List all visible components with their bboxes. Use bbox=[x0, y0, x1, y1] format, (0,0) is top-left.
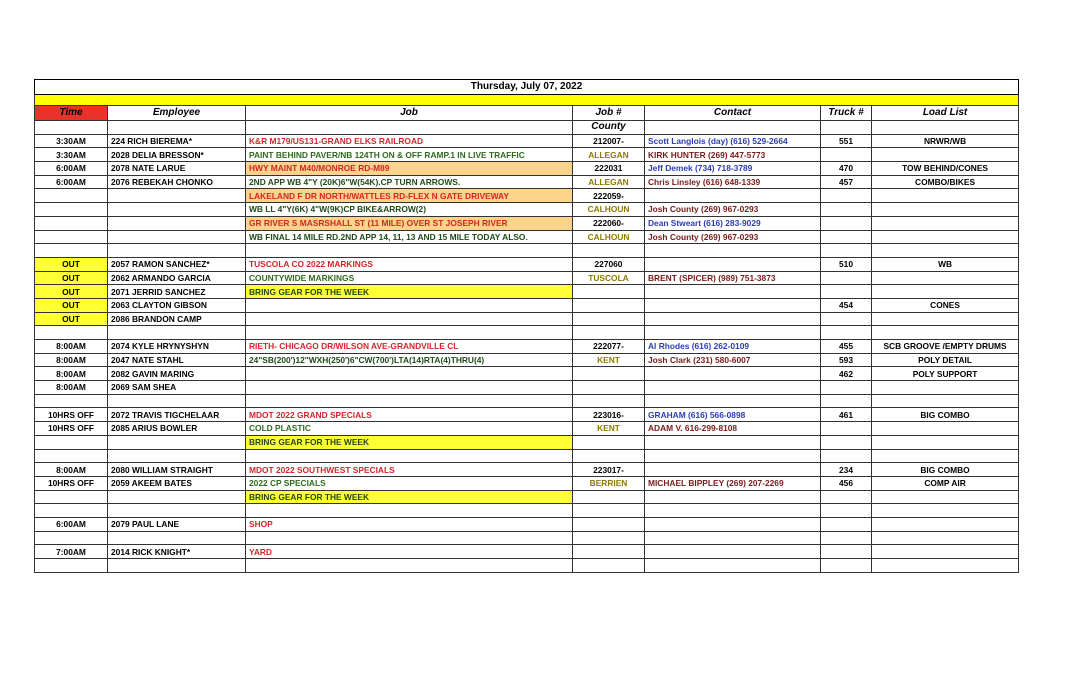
cell-truck bbox=[821, 504, 872, 518]
cell-jobnum: 222077- bbox=[573, 340, 645, 354]
cell-jobnum: 222031 bbox=[573, 162, 645, 176]
cell-jobnum: CALHOUN bbox=[573, 230, 645, 244]
table-row bbox=[35, 216, 1019, 230]
cell-load: BIG COMBO bbox=[872, 408, 1019, 422]
cell-jobnum bbox=[573, 545, 645, 559]
cell-load bbox=[872, 517, 1019, 531]
cell-truck bbox=[821, 449, 872, 463]
cell-load bbox=[872, 449, 1019, 463]
cell-contact: Josh County (269) 967-0293 bbox=[645, 230, 821, 244]
table-row bbox=[35, 367, 1019, 381]
table-row bbox=[35, 175, 1019, 189]
cell-truck bbox=[821, 326, 872, 340]
cell-job: SHOP bbox=[246, 517, 573, 531]
cell-jobnum: ALLEGAN bbox=[573, 148, 645, 162]
table-row bbox=[35, 134, 1019, 148]
cell-time bbox=[35, 203, 108, 217]
cell-employee: 2069 SAM SHEA bbox=[108, 381, 246, 395]
table-row bbox=[35, 408, 1019, 422]
cell-load bbox=[872, 490, 1019, 504]
cell-employee bbox=[108, 490, 246, 504]
table-row bbox=[35, 148, 1019, 162]
cell-jobnum bbox=[573, 326, 645, 340]
cell-load bbox=[872, 312, 1019, 326]
schedule-table bbox=[34, 79, 1019, 573]
cell-contact: GRAHAM (616) 566-0898 bbox=[645, 408, 821, 422]
cell-contact bbox=[645, 189, 821, 203]
cell-contact bbox=[645, 298, 821, 312]
cell-employee bbox=[108, 559, 246, 573]
cell-jobnum: BERRIEN bbox=[573, 476, 645, 490]
cell-employee: 2076 REBEKAH CHONKO bbox=[108, 175, 246, 189]
cell-load bbox=[872, 148, 1019, 162]
cell-jobnum: KENT bbox=[573, 353, 645, 367]
table-row bbox=[35, 203, 1019, 217]
cell-contact: Scott Langlois (day) (616) 529-2664 bbox=[645, 134, 821, 148]
cell-truck bbox=[821, 531, 872, 545]
cell-employee bbox=[108, 216, 246, 230]
cell-load: SCB GROOVE /EMPTY DRUMS bbox=[872, 340, 1019, 354]
cell-jobnum bbox=[573, 559, 645, 573]
table-row bbox=[35, 435, 1019, 449]
table-row bbox=[35, 312, 1019, 326]
cell-employee: 2078 NATE LARUE bbox=[108, 162, 246, 176]
cell-truck: 456 bbox=[821, 476, 872, 490]
cell-jobnum bbox=[573, 435, 645, 449]
cell-load bbox=[872, 435, 1019, 449]
cell-truck bbox=[821, 312, 872, 326]
cell-time: 8:00AM bbox=[35, 367, 108, 381]
cell-truck bbox=[821, 490, 872, 504]
cell-time: 8:00AM bbox=[35, 463, 108, 477]
cell-truck bbox=[821, 381, 872, 395]
cell-employee bbox=[108, 326, 246, 340]
cell-jobnum: 227060 bbox=[573, 257, 645, 271]
table-row bbox=[35, 189, 1019, 203]
cell-truck bbox=[821, 203, 872, 217]
cell-load bbox=[872, 326, 1019, 340]
cell-load bbox=[872, 504, 1019, 518]
cell-time bbox=[35, 490, 108, 504]
cell-jobnum: CALHOUN bbox=[573, 203, 645, 217]
cell-truck: 510 bbox=[821, 257, 872, 271]
cell-job bbox=[246, 326, 573, 340]
table-row bbox=[35, 340, 1019, 354]
cell-contact bbox=[645, 394, 821, 408]
cell-truck: 454 bbox=[821, 298, 872, 312]
cell-employee bbox=[108, 504, 246, 518]
cell-time: OUT bbox=[35, 285, 108, 299]
table-row bbox=[35, 463, 1019, 477]
cell-time bbox=[35, 504, 108, 518]
cell-load: POLY SUPPORT bbox=[872, 367, 1019, 381]
cell-jobnum: ALLEGAN bbox=[573, 175, 645, 189]
cell-job bbox=[246, 367, 573, 381]
cell-employee bbox=[108, 244, 246, 258]
cell-time: 6:00AM bbox=[35, 517, 108, 531]
cell-job: HWY MAINT M40/MONROE RD-M89 bbox=[246, 162, 573, 176]
header-time: Time bbox=[35, 106, 108, 121]
cell-job: WB FINAL 14 MILE RD.2ND APP 14, 11, 13 AND 15 MILE TODAY ALSO. bbox=[246, 230, 573, 244]
cell-truck: 551 bbox=[821, 134, 872, 148]
cell-load: TOW BEHIND/CONES bbox=[872, 162, 1019, 176]
table-row bbox=[35, 381, 1019, 395]
cell-contact bbox=[645, 285, 821, 299]
cell-contact bbox=[645, 326, 821, 340]
header-job: Job bbox=[246, 106, 573, 121]
cell-job bbox=[246, 504, 573, 518]
cell-truck bbox=[821, 435, 872, 449]
cell-load bbox=[872, 203, 1019, 217]
table-row bbox=[35, 422, 1019, 436]
yellow-band bbox=[35, 95, 1019, 106]
cell-employee: 2062 ARMANDO GARCIA bbox=[108, 271, 246, 285]
cell-employee bbox=[108, 531, 246, 545]
cell-time bbox=[35, 559, 108, 573]
table-row bbox=[35, 394, 1019, 408]
table-row bbox=[35, 449, 1019, 463]
cell-employee: 2085 ARIUS BOWLER bbox=[108, 422, 246, 436]
cell-jobnum bbox=[573, 517, 645, 531]
cell-contact: Chris Linsley (616) 648-1339 bbox=[645, 175, 821, 189]
cell-time: 8:00AM bbox=[35, 353, 108, 367]
cell-load: COMBO/BIKES bbox=[872, 175, 1019, 189]
cell-contact bbox=[645, 490, 821, 504]
header-jobnum: Job # bbox=[573, 106, 645, 121]
header-employee: Employee bbox=[108, 106, 246, 121]
cell-time: OUT bbox=[35, 271, 108, 285]
cell-jobnum: TUSCOLA bbox=[573, 271, 645, 285]
cell-time bbox=[35, 230, 108, 244]
cell-job: YARD bbox=[246, 545, 573, 559]
cell-load: COMP AIR bbox=[872, 476, 1019, 490]
cell-load: NRWR/WB bbox=[872, 134, 1019, 148]
cell-employee: 2059 AKEEM BATES bbox=[108, 476, 246, 490]
header-truck: Truck # bbox=[821, 106, 872, 121]
cell-time bbox=[35, 531, 108, 545]
cell-contact bbox=[645, 257, 821, 271]
cell-job: MDOT 2022 SOUTHWEST SPECIALS bbox=[246, 463, 573, 477]
cell-jobnum bbox=[573, 449, 645, 463]
cell-employee: 2086 BRANDON CAMP bbox=[108, 312, 246, 326]
cell-employee: 2014 RICK KNIGHT* bbox=[108, 545, 246, 559]
cell-truck: 457 bbox=[821, 175, 872, 189]
table-row bbox=[35, 476, 1019, 490]
cell-contact bbox=[645, 517, 821, 531]
table-row bbox=[35, 326, 1019, 340]
cell-contact bbox=[645, 449, 821, 463]
cell-truck bbox=[821, 189, 872, 203]
cell-time: 3:30AM bbox=[35, 134, 108, 148]
cell-contact bbox=[645, 504, 821, 518]
cell-time: OUT bbox=[35, 257, 108, 271]
cell-employee: 2057 RAMON SANCHEZ* bbox=[108, 257, 246, 271]
cell-load bbox=[872, 381, 1019, 395]
cell-job bbox=[246, 244, 573, 258]
cell-job: BRING GEAR FOR THE WEEK bbox=[246, 285, 573, 299]
cell-job: BRING GEAR FOR THE WEEK bbox=[246, 490, 573, 504]
table-row bbox=[35, 504, 1019, 518]
cell-load bbox=[872, 189, 1019, 203]
cell-load bbox=[872, 422, 1019, 436]
cell-contact: Al Rhodes (616) 262-0109 bbox=[645, 340, 821, 354]
cell-load bbox=[872, 230, 1019, 244]
cell-jobnum: KENT bbox=[573, 422, 645, 436]
header-blank-cell bbox=[35, 121, 108, 135]
cell-jobnum: 222059- bbox=[573, 189, 645, 203]
cell-jobnum bbox=[573, 367, 645, 381]
cell-time: 3:30AM bbox=[35, 148, 108, 162]
table-row bbox=[35, 531, 1019, 545]
cell-employee: 2063 CLAYTON GIBSON bbox=[108, 298, 246, 312]
header-blank-cell bbox=[872, 121, 1019, 135]
cell-truck bbox=[821, 517, 872, 531]
cell-truck: 455 bbox=[821, 340, 872, 354]
cell-employee: 2047 NATE STAHL bbox=[108, 353, 246, 367]
cell-jobnum bbox=[573, 504, 645, 518]
table-row bbox=[35, 353, 1019, 367]
table-row bbox=[35, 257, 1019, 271]
cell-load bbox=[872, 531, 1019, 545]
cell-contact bbox=[645, 367, 821, 381]
cell-contact: MICHAEL BIPPLEY (269) 207-2269 bbox=[645, 476, 821, 490]
cell-job bbox=[246, 298, 573, 312]
cell-jobnum bbox=[573, 244, 645, 258]
cell-time: 10HRS OFF bbox=[35, 476, 108, 490]
cell-truck bbox=[821, 545, 872, 559]
header-contact: Contact bbox=[645, 106, 821, 121]
cell-time: 6:00AM bbox=[35, 175, 108, 189]
cell-truck bbox=[821, 244, 872, 258]
cell-contact bbox=[645, 381, 821, 395]
cell-job: 2ND APP WB 4"Y (20K)6"W(54K).CP TURN ARROWS. bbox=[246, 175, 573, 189]
cell-time bbox=[35, 326, 108, 340]
cell-time bbox=[35, 435, 108, 449]
cell-time: 10HRS OFF bbox=[35, 422, 108, 436]
cell-time: OUT bbox=[35, 298, 108, 312]
header-blank-cell bbox=[645, 121, 821, 135]
cell-time: 10HRS OFF bbox=[35, 408, 108, 422]
cell-load bbox=[872, 271, 1019, 285]
cell-job bbox=[246, 531, 573, 545]
cell-truck bbox=[821, 271, 872, 285]
cell-contact bbox=[645, 312, 821, 326]
cell-contact bbox=[645, 244, 821, 258]
cell-time: 8:00AM bbox=[35, 340, 108, 354]
cell-time bbox=[35, 244, 108, 258]
cell-job: MDOT 2022 GRAND SPECIALS bbox=[246, 408, 573, 422]
cell-employee bbox=[108, 394, 246, 408]
cell-truck: 470 bbox=[821, 162, 872, 176]
schedule-date-title: Thursday, July 07, 2022 bbox=[35, 80, 1019, 95]
cell-employee: 2079 PAUL LANE bbox=[108, 517, 246, 531]
cell-job: LAKELAND F DR NORTH/WATTLES RD-FLEX N GATE DRIVEWAY bbox=[246, 189, 573, 203]
table-row bbox=[35, 298, 1019, 312]
cell-job: COLD PLASTIC bbox=[246, 422, 573, 436]
cell-truck bbox=[821, 216, 872, 230]
table-row bbox=[35, 545, 1019, 559]
cell-jobnum bbox=[573, 312, 645, 326]
cell-job: WB LL 4"Y(6K) 4"W(9K)CP BIKE&ARROW(2) bbox=[246, 203, 573, 217]
cell-truck: 462 bbox=[821, 367, 872, 381]
cell-truck bbox=[821, 285, 872, 299]
cell-employee bbox=[108, 203, 246, 217]
cell-truck bbox=[821, 394, 872, 408]
table-row bbox=[35, 517, 1019, 531]
cell-job bbox=[246, 312, 573, 326]
table-row bbox=[35, 271, 1019, 285]
cell-job: COUNTYWIDE MARKINGS bbox=[246, 271, 573, 285]
header-county: County bbox=[573, 121, 645, 135]
cell-truck bbox=[821, 559, 872, 573]
cell-employee: 2080 WILLIAM STRAIGHT bbox=[108, 463, 246, 477]
cell-jobnum bbox=[573, 490, 645, 504]
cell-load bbox=[872, 216, 1019, 230]
cell-job bbox=[246, 559, 573, 573]
cell-contact: Josh Clark (231) 580-6007 bbox=[645, 353, 821, 367]
cell-time: 7:00AM bbox=[35, 545, 108, 559]
header-load-list: Load List bbox=[872, 106, 1019, 121]
cell-load bbox=[872, 394, 1019, 408]
cell-job: K&R M179/US131-GRAND ELKS RAILROAD bbox=[246, 134, 573, 148]
header-blank-cell bbox=[821, 121, 872, 135]
cell-employee: 2071 JERRID SANCHEZ bbox=[108, 285, 246, 299]
cell-employee bbox=[108, 230, 246, 244]
cell-job: RIETH- CHICAGO DR/WILSON AVE-GRANDVILLE CL bbox=[246, 340, 573, 354]
table-row bbox=[35, 490, 1019, 504]
cell-load bbox=[872, 545, 1019, 559]
cell-truck: 234 bbox=[821, 463, 872, 477]
cell-contact: Josh County (269) 967-0293 bbox=[645, 203, 821, 217]
cell-contact: ADAM V. 616-299-8108 bbox=[645, 422, 821, 436]
cell-job: 24"SB(200')12"WXH(250')6"CW(700')LTA(14)RTA(4)THRU(4) bbox=[246, 353, 573, 367]
cell-load bbox=[872, 244, 1019, 258]
cell-load: POLY DETAIL bbox=[872, 353, 1019, 367]
cell-truck: 461 bbox=[821, 408, 872, 422]
cell-truck bbox=[821, 422, 872, 436]
cell-contact bbox=[645, 463, 821, 477]
cell-contact: Dean Stweart (616) 283-9029 bbox=[645, 216, 821, 230]
cell-jobnum bbox=[573, 394, 645, 408]
cell-job: PAINT BEHIND PAVER/NB 124TH ON & OFF RAMP.1 IN LIVE TRAFFIC bbox=[246, 148, 573, 162]
cell-jobnum: 222060- bbox=[573, 216, 645, 230]
cell-jobnum bbox=[573, 298, 645, 312]
table-row bbox=[35, 230, 1019, 244]
table-row bbox=[35, 285, 1019, 299]
cell-employee: 224 RICH BIEREMA* bbox=[108, 134, 246, 148]
cell-jobnum: 223017- bbox=[573, 463, 645, 477]
table-row bbox=[35, 244, 1019, 258]
cell-truck bbox=[821, 230, 872, 244]
cell-contact bbox=[645, 545, 821, 559]
cell-employee bbox=[108, 449, 246, 463]
cell-load bbox=[872, 285, 1019, 299]
cell-jobnum: 212007- bbox=[573, 134, 645, 148]
cell-employee: 2072 TRAVIS TIGCHELAAR bbox=[108, 408, 246, 422]
cell-contact bbox=[645, 531, 821, 545]
cell-jobnum bbox=[573, 285, 645, 299]
cell-job: 2022 CP SPECIALS bbox=[246, 476, 573, 490]
cell-job: BRING GEAR FOR THE WEEK bbox=[246, 435, 573, 449]
table-row bbox=[35, 559, 1019, 573]
cell-contact bbox=[645, 559, 821, 573]
cell-contact: Jeff Demek (734) 718-3789 bbox=[645, 162, 821, 176]
cell-time bbox=[35, 449, 108, 463]
cell-employee bbox=[108, 435, 246, 449]
cell-time: 6:00AM bbox=[35, 162, 108, 176]
cell-truck bbox=[821, 148, 872, 162]
cell-jobnum bbox=[573, 381, 645, 395]
cell-employee: 2028 DELIA BRESSON* bbox=[108, 148, 246, 162]
cell-load: WB bbox=[872, 257, 1019, 271]
cell-load: CONES bbox=[872, 298, 1019, 312]
cell-job bbox=[246, 381, 573, 395]
cell-load: BIG COMBO bbox=[872, 463, 1019, 477]
cell-job: GR RIVER S MASRSHALL ST (11 MILE) OVER ST JOSEPH RIVER bbox=[246, 216, 573, 230]
cell-jobnum: 223016- bbox=[573, 408, 645, 422]
header-blank-cell bbox=[246, 121, 573, 135]
cell-time: 8:00AM bbox=[35, 381, 108, 395]
cell-time bbox=[35, 216, 108, 230]
cell-job bbox=[246, 394, 573, 408]
cell-time bbox=[35, 189, 108, 203]
cell-truck: 593 bbox=[821, 353, 872, 367]
cell-employee bbox=[108, 189, 246, 203]
cell-time bbox=[35, 394, 108, 408]
header-blank-cell bbox=[108, 121, 246, 135]
cell-load bbox=[872, 559, 1019, 573]
cell-time: OUT bbox=[35, 312, 108, 326]
cell-employee: 2074 KYLE HRYNYSHYN bbox=[108, 340, 246, 354]
cell-job: TUSCOLA CO 2022 MARKINGS bbox=[246, 257, 573, 271]
cell-job bbox=[246, 449, 573, 463]
cell-employee: 2082 GAVIN MARING bbox=[108, 367, 246, 381]
table-row bbox=[35, 162, 1019, 176]
cell-contact: BRENT (SPICER) (989) 751-3873 bbox=[645, 271, 821, 285]
cell-contact bbox=[645, 435, 821, 449]
cell-jobnum bbox=[573, 531, 645, 545]
cell-contact: KIRK HUNTER (269) 447-5773 bbox=[645, 148, 821, 162]
